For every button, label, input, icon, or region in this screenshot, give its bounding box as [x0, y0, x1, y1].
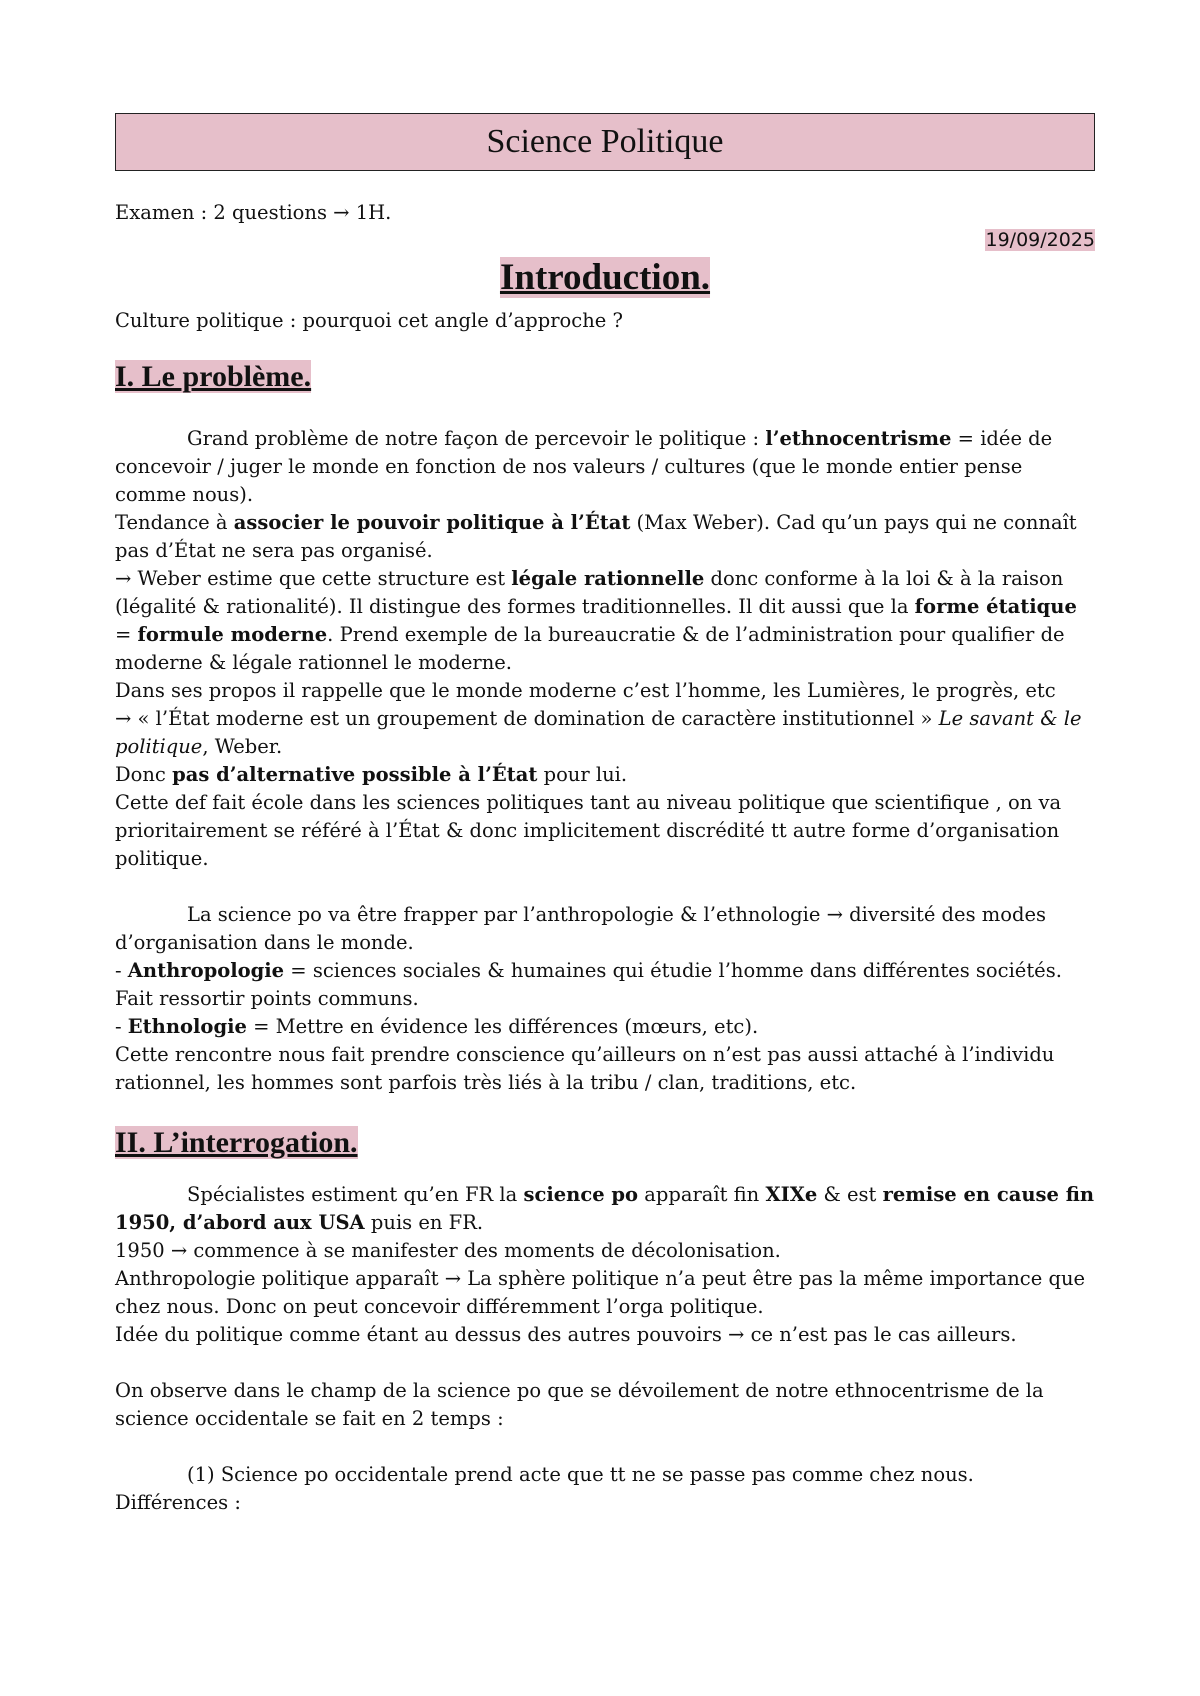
date-label: 19/09/2025	[985, 229, 1095, 251]
paragraph: Différences :	[115, 1491, 241, 1514]
paragraph: → Weber estime que cette structure est légale rationnelle donc conforme à la loi & à la raison (légalité & rationalité). Il distingue des formes traditionnelles. Il dit aussi que la forme étatique = formule moderne. Prend exemple de la bureaucratie & de l’administration pour qualifier de moderne & légale rationnel le moderne.	[115, 567, 1077, 674]
paragraph: - Anthropologie = sciences sociales & humaines qui étudie l’homme dans différentes sociétés. Fait ressortir points communs.	[115, 959, 1062, 1010]
spacer	[115, 1349, 1095, 1377]
intro-heading: Introduction.	[499, 257, 711, 298]
paragraph: Idée du politique comme étant au dessus des autres pouvoirs → ce n’est pas le cas ailleurs.	[115, 1323, 1017, 1346]
paragraph: Dans ses propos il rappelle que le monde moderne c’est l’homme, les Lumières, le progrès, etc	[115, 679, 1056, 702]
paragraph: Spécialistes estiment qu’en FR la science po apparaît fin XIXe & est remise en cause fin 1950, d’abord aux USA puis en FR.	[115, 1183, 1095, 1234]
date-row	[115, 227, 1095, 253]
paragraph: Anthropologie politique apparaît → La sphère politique n’a peut être pas la même importance que chez nous. Donc on peut concevoir différemment l’orga politique.	[115, 1267, 1086, 1318]
paragraph: Donc pas d’alternative possible à l’État pour lui.	[115, 763, 628, 786]
intro-subtitle: Culture politique : pourquoi cet angle d’approche ?	[115, 309, 623, 332]
section-1-heading: I. Le problème.	[115, 360, 312, 393]
paragraph: (1) Science po occidentale prend acte que tt ne se passe pas comme chez nous.	[187, 1463, 974, 1486]
paragraph: Grand problème de notre façon de percevoir le politique : l’ethnocentrisme = idée de concevoir / juger le monde en fonction de nos valeurs / cultures (que le monde entier pense comme nous).	[115, 427, 1053, 506]
spacer	[115, 873, 1095, 901]
paragraph: - Ethnologie = Mettre en évidence les différences (mœurs, etc).	[115, 1015, 759, 1038]
spacer	[115, 1433, 1095, 1461]
paragraph: → « l’État moderne est un groupement de domination de caractère institutionnel » Le savant & le politique, Weber.	[115, 707, 1082, 758]
document-title: Science Politique	[115, 113, 1095, 171]
document-page	[115, 113, 1095, 1517]
paragraph: On observe dans le champ de la science po que se dévoilement de notre ethnocentrisme de la science occidentale se fait en 2 temps :	[115, 1379, 1044, 1430]
spacer	[115, 1163, 1095, 1181]
spacer	[115, 397, 1095, 425]
paragraph: La science po va être frapper par l’anthropologie & l’ethnologie → diversité des modes d’organisation dans le monde.	[115, 903, 1047, 954]
section-2-heading: II. L’interrogation.	[115, 1126, 358, 1159]
paragraph: Cette def fait école dans les sciences politiques tant au niveau politique que scientifique , on va prioritairement se référé à l’État & donc implicitement discrédité tt autre forme d’organisation politique.	[115, 791, 1062, 870]
paragraph: 1950 → commence à se manifester des moments de décolonisation.	[115, 1239, 781, 1262]
paragraph: Cette rencontre nous fait prendre conscience qu’ailleurs on n’est pas aussi attaché à l’individu rationnel, les hommes sont parfois très liés à la tribu / clan, traditions, etc.	[115, 1043, 1055, 1094]
exam-info: Examen : 2 questions → 1H.	[115, 201, 392, 224]
paragraph: Tendance à associer le pouvoir politique à l’État (Max Weber). Cad qu’un pays qui ne connaît pas d’État ne sera pas organisé.	[115, 511, 1077, 562]
